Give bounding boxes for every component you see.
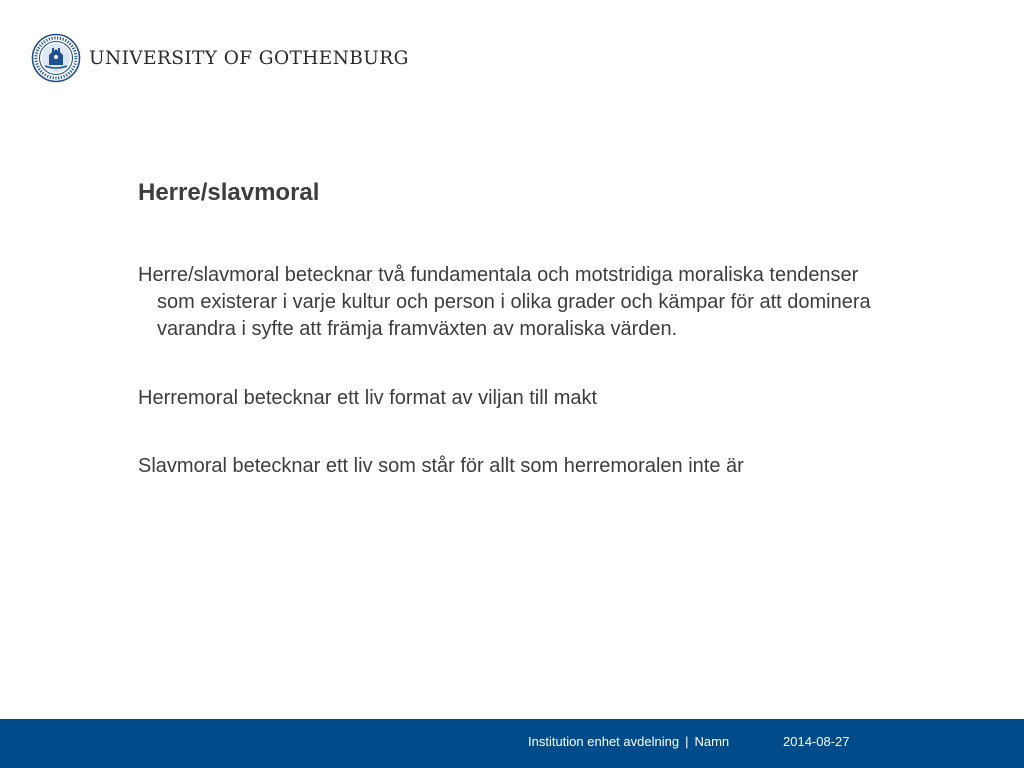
footer-separator: | (685, 734, 689, 749)
slide-title: Herre/slavmoral (138, 179, 320, 206)
slide-body (138, 262, 878, 520)
footer-bar (0, 719, 1024, 768)
university-name: UNIVERSITY OF GOTHENBURG (89, 47, 409, 69)
paragraph-master-morality: Herremoral betecknar ett liv format av viljan till makt (138, 387, 598, 409)
footer-date: 2014-08-27 (783, 734, 850, 749)
footer-name: Namn (694, 734, 730, 749)
footer-institution: Institution enhet avdelning (528, 734, 680, 749)
paragraph-definition: Herre/slavmoral betecknar två fundamentala och motstridiga moraliska tendenser som existerar i varje kultur och person i olika grader och kämpar för att dominera varandra i syfte att främja framväxten av moraliska värden. (138, 264, 871, 340)
university-seal-icon (31, 33, 81, 83)
header (31, 33, 409, 83)
footer-institution-line (528, 734, 729, 750)
paragraph-slave-morality: Slavmoral betecknar ett liv som står för allt som herremoralen inte är (138, 455, 744, 477)
